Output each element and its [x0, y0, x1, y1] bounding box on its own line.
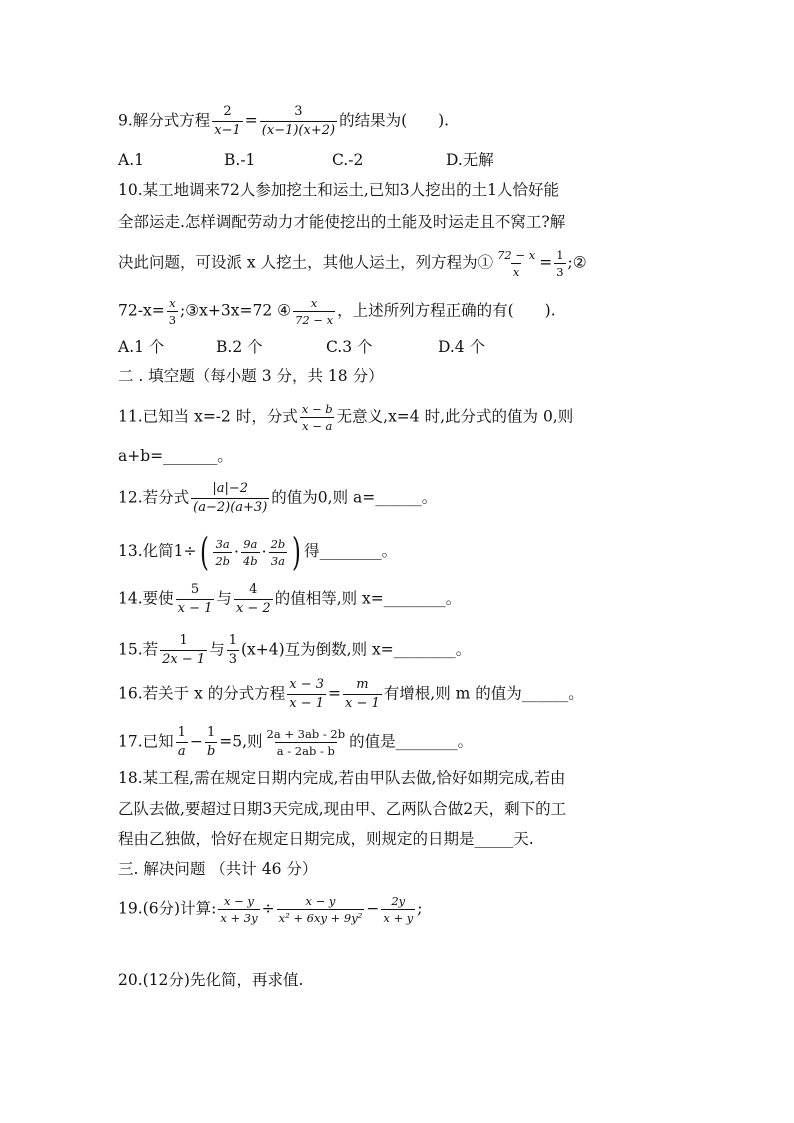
question-19: 19.(6分)计算: $\frac{x - y}{x + 3y}$ ÷ $\frac{x - y}{\text{x² + 6xy + 9y²}}$ − $\frac{2y}{x + y}$ ;: [118, 894, 423, 925]
q10-option-d: D.4 个: [438, 338, 486, 356]
q18-line-3: 程由乙独做，恰好在规定日期完成，则规定的日期是_____天.: [118, 830, 534, 848]
q9-fraction-left: $\frac{2}{x-1}$: [214, 104, 241, 138]
question-16: 16.若关于 x 的分式方程 $\frac{x - 3}{x - 1}$ = $\frac{m}{x - 1}$ 有增根,则 m 的值为______。: [118, 677, 584, 711]
section-3-heading: 三. 解决问题 （共计 46 分）: [118, 860, 318, 878]
q10-eq1-rhs: $\frac{1}{3}$: [556, 248, 564, 279]
q10-option-b: B.2 个: [216, 338, 263, 356]
q18-line-2: 乙队去做,要超过日期3天完成,现由甲、乙两队合做2天，剩下的工: [118, 800, 567, 818]
q10-eq4-fraction: $\frac{x}{72 - x}$: [295, 296, 334, 327]
q10-option-a: A.1 个: [118, 338, 165, 356]
question-9: 9.解分式方程 $\frac{2}{x-1}$ = $\frac{3}{(x-1)(x+2)}$ 的结果为( ).: [118, 104, 450, 138]
q9-option-a: A.1: [118, 151, 144, 169]
question-20: 20.(12分)先化简，再求值.: [118, 971, 304, 989]
question-11: 11.已知当 x=-2 时，分式 $\frac{x - b}{x - a}$ 无意义,x=4 时,此分式的值为 0,则: [118, 402, 574, 433]
q10-eq2-fraction: $\frac{x}{3}$: [168, 296, 177, 327]
q11-line-2: a+b=_______。: [118, 447, 233, 465]
question-12: 12.若分式 $\frac{|a|-2}{(a-2)(a+3)}$ 的值为0,则 a=______。: [118, 481, 438, 515]
q13-parenthesized: ( $\frac{3a}{2b}$ · $\frac{9a}{4b}$ · $\frac{2b}{3a}$ ): [199, 530, 302, 574]
q9-option-b: B.-1: [224, 151, 256, 169]
q9-option-d: D.无解: [446, 151, 494, 169]
q9-option-c: C.-2: [332, 151, 364, 169]
question-17: 17.已知 $\frac{1}{a}$ − $\frac{1}{b}$ =5,则 $\frac{2a + 3ab - 2b}{a - 2ab - b}$ 的值是________。: [118, 725, 474, 759]
q10-eq1-fraction: $\frac{72 - x}{x}$: [497, 248, 536, 279]
q12-fraction: $\frac{|a|-2}{(a-2)(a+3)}$: [193, 481, 268, 515]
q9-fraction-right: $\frac{3}{(x-1)(x+2)}$: [261, 104, 336, 138]
section-2-heading: 二 . 填空题（每小题 3 分，共 18 分）: [118, 367, 384, 385]
q10-line-2: 全部运走.怎样调配劳动力才能使挖出的土能及时运走且不窝工?解: [118, 213, 566, 231]
q11-fraction: $\frac{x - b}{x - a}$: [301, 402, 333, 433]
q9-suffix: 的结果为( ).: [339, 111, 450, 130]
question-13: 13.化简1÷ ( $\frac{3a}{2b}$ · $\frac{9a}{4b}$ · $\frac{2b}{3a}$ ) 得________。: [118, 530, 398, 574]
question-14: 14.要使 $\frac{5}{x - 1}$ 与 $\frac{4}{x - 2}$ 的值相等,则 x=________。: [118, 582, 462, 616]
q9-prefix: 9.解分式方程: [118, 111, 211, 130]
q10-line-4: 72-x= $\frac{x}{3}$ ;③x+3x=72 ④ $\frac{x}{72 - x}$ ，上述所列方程正确的有( ).: [118, 296, 556, 327]
q10-line-1: 10.某工地调来72人参加挖土和运土,已知3人挖出的土1人恰好能: [118, 181, 560, 199]
q18-line-1: 18.某工程,需在规定日期内完成,若由甲队去做,恰好如期完成,若由: [118, 769, 566, 787]
q10-option-c: C.3 个: [326, 338, 373, 356]
question-15: 15.若 $\frac{1}{2x - 1}$ 与 $\frac{1}{3}$ (x+4)互为倒数,则 x=________。: [118, 633, 472, 667]
q10-line-3: 决此问题，可设派 x 人挖土，其他人运土，列方程为① $\frac{72 - x}{x}$ = $\frac{1}{3}$ ;②: [118, 248, 587, 279]
